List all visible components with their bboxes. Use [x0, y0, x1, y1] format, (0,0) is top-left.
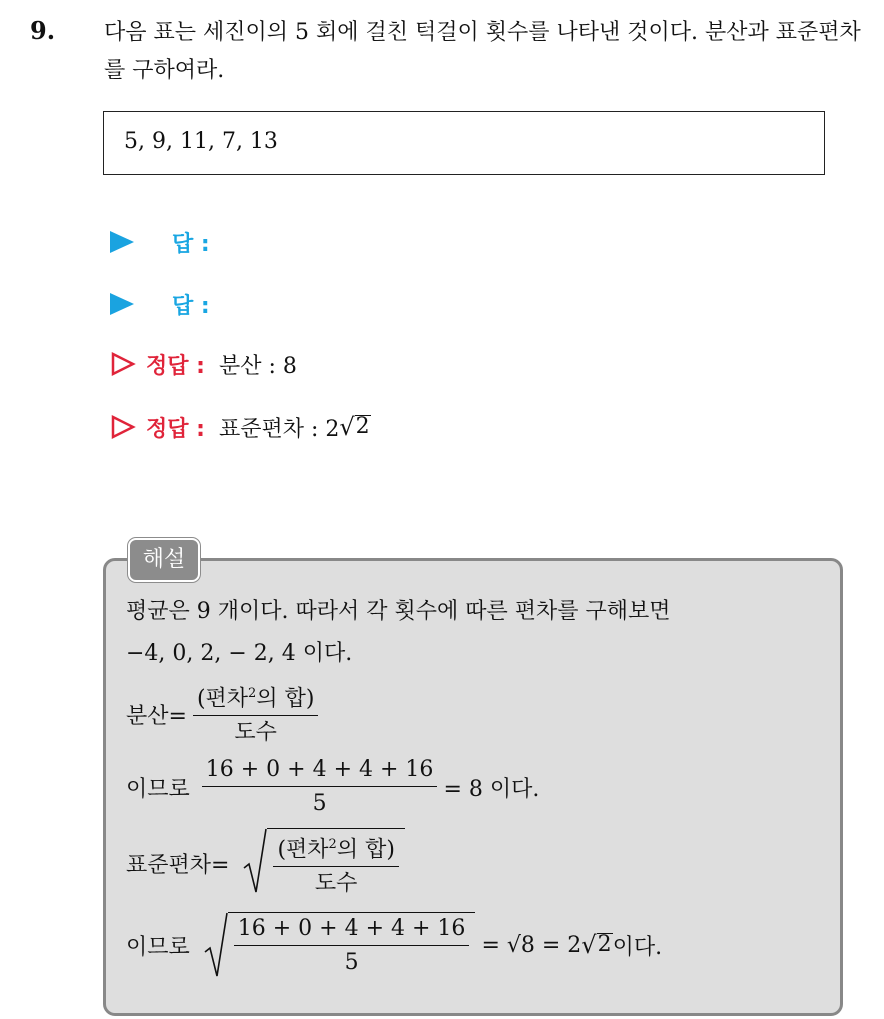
play-arrow-icon	[110, 293, 134, 315]
std-calc: 이므로 $\frac{16 + 0 + 4 + 4 + 16}{5}$ = √8 = 2 √ 2 이다.	[126, 912, 662, 978]
std-formula: 표준편차= $\frac{(편차^2의 합)}{\text{도수}}$	[126, 828, 405, 899]
sqrt-expression: $\frac{(편차^2의 합)}{\text{도수}}$	[243, 828, 404, 899]
answer-label: 답 :	[172, 293, 210, 319]
answer-blank-2[interactable]	[110, 286, 210, 322]
triangle-outline-icon	[110, 351, 136, 377]
correct-answer-text: 표준편차 : 2	[218, 416, 340, 442]
sqrt-expression: √ 2	[339, 413, 370, 441]
question-text: 다음 표는 세진이의 5 회에 걸친 턱걸이 횟수를 나타낸 것이다. 분산과 표준편차를 구하여라.	[104, 20, 861, 83]
fraction: $\frac{(편차^2의 합)}{\text{도수}}$	[193, 680, 318, 748]
correct-label: 정답 :	[146, 416, 205, 442]
correct-answer-1	[110, 346, 297, 382]
variance-calc: 이므로 $\frac{16 + 0 + 4 + 4 + 16}{5}$ = 8 이다.	[126, 756, 539, 819]
fraction: $\frac{16 + 0 + 4 + 4 + 16}{5}$	[202, 756, 438, 819]
solution-line-1: 평균은 9 개이다. 따라서 각 횟수에 따른 편차를 구해보면	[126, 599, 671, 624]
solution-line-2: −4, 0, 2, − 2, 4 이다.	[126, 641, 353, 666]
sqrt-expression: √ 2	[581, 931, 612, 959]
data-box: 5, 9, 11, 7, 13	[103, 111, 825, 175]
correct-answer-text: 분산 : 8	[218, 353, 297, 379]
triangle-outline-icon	[110, 414, 136, 440]
correct-label: 정답 :	[146, 353, 205, 379]
sqrt-expression: $\frac{16 + 0 + 4 + 4 + 16}{5}$	[204, 912, 476, 978]
solution-tag: 해설	[128, 538, 200, 582]
play-arrow-icon	[110, 231, 134, 253]
variance-formula: 분산= $\frac{(편차^2의 합)}{\text{도수}}$	[126, 680, 324, 748]
correct-answer-2	[110, 409, 371, 445]
answer-label: 답 :	[172, 231, 210, 257]
answer-blank-1[interactable]	[110, 224, 210, 260]
question-number: 9.	[30, 16, 56, 45]
